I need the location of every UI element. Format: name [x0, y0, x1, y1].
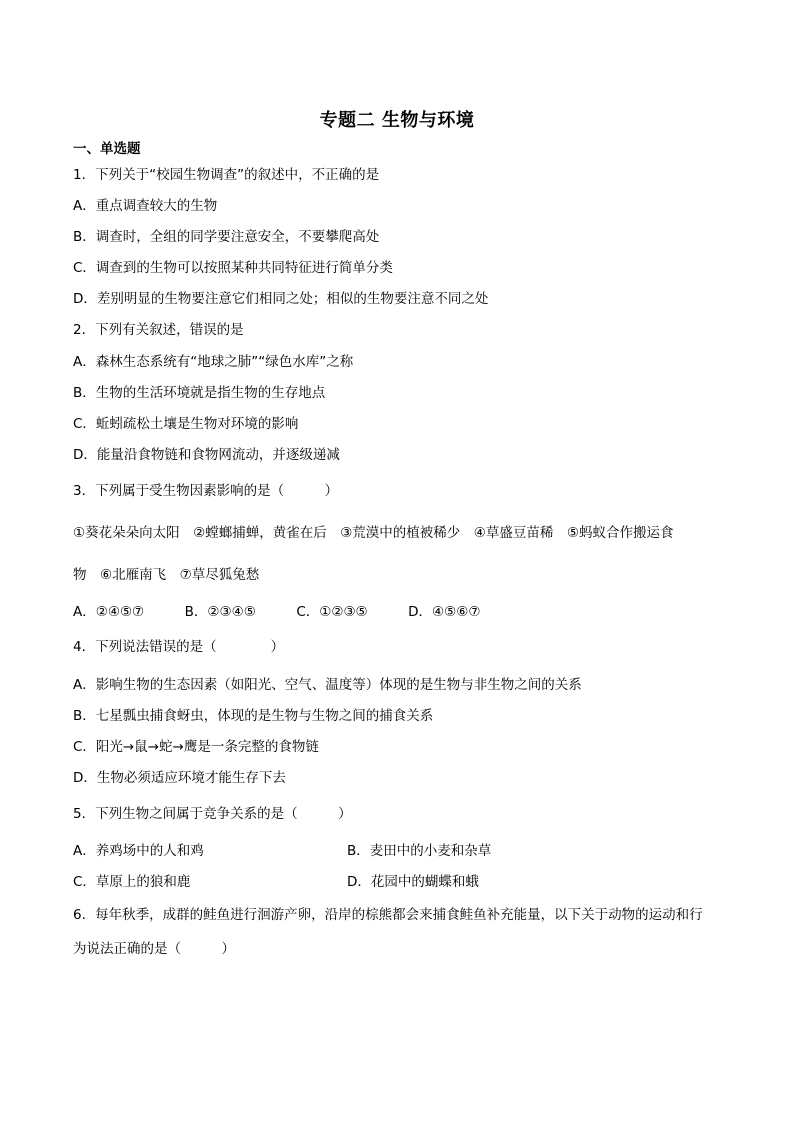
question-5-option-d: D．花园中的蝴蝶和蛾 [347, 874, 479, 890]
question-1-option-b: B．调查时，全组的同学要注意安全，不要攀爬高处 [73, 229, 380, 245]
question-1-option-c: C．调查到的生物可以按照某种共同特征进行简单分类 [73, 260, 393, 276]
question-5-option-b: B．麦田中的小麦和杂草 [347, 843, 492, 859]
page-title: 专题二 生物与环境 [319, 110, 475, 131]
question-1-option-a: A．重点调查较大的生物 [73, 198, 218, 214]
question-2-option-c: C．蚯蚓疏松土壤是生物对环境的影响 [73, 416, 299, 432]
question-4-stem: 4．下列说法错误的是（ ） [73, 639, 285, 655]
question-1-stem: 1．下列关于“校园生物调查”的叙述中，不正确的是 [73, 167, 380, 183]
question-6-stem-line-2: 为说法正确的是（ ） [73, 941, 235, 957]
question-3-material-line-2: 物 ⑥北雁南飞 ⑦草尽狐兔愁 [73, 567, 260, 583]
question-4-option-b: B．七星瓢虫捕食蚜虫，体现的是生物与生物之间的捕食关系 [73, 708, 434, 724]
question-3-stem: 3．下列属于受生物因素影响的是（ ） [73, 483, 339, 499]
question-3-material-line-1: ①葵花朵朵向太阳 ②螳螂捕蝉，黄雀在后 ③荒漠中的植被稀少 ④草盛豆苗稀 ⑤蚂蚁合作搬运食 [73, 525, 674, 541]
question-5-option-c: C．草原上的狼和鹿 [73, 874, 191, 890]
question-4-option-d: D．生物必须适应环境才能生存下去 [73, 770, 286, 786]
question-6-stem-line-1: 6．每年秋季，成群的鲑鱼进行洄游产卵，沿岸的棕熊都会来捕食鲑鱼补充能量，以下关于动物的运动和行 [73, 907, 703, 923]
question-3-options: A．②④⑤⑦ B．②③④⑤ C．①②③⑤ D．④⑤⑥⑦ [73, 604, 481, 620]
question-5-option-a: A．养鸡场中的人和鸡 [73, 843, 204, 859]
section-heading: 一、单选题 [73, 141, 141, 157]
question-2-stem: 2．下列有关叙述，错误的是 [73, 322, 244, 338]
question-2-option-d: D．能量沿食物链和食物网流动，并逐级递减 [73, 447, 340, 463]
question-4-option-a: A．影响生物的生态因素（如阳光、空气、温度等）体现的是生物与非生物之间的关系 [73, 677, 582, 693]
question-1-option-d: D．差别明显的生物要注意它们相同之处；相似的生物要注意不同之处 [73, 291, 489, 307]
question-2-option-a: A．森林生态系统有“地球之肺”“绿色水库”之称 [73, 354, 354, 370]
question-2-option-b: B．生物的生活环境就是指生物的生存地点 [73, 385, 326, 401]
question-4-option-c: C．阳光→鼠→蛇→鹰是一条完整的食物链 [73, 739, 319, 755]
question-5-stem: 5．下列生物之间属于竞争关系的是（ ） [73, 806, 352, 822]
